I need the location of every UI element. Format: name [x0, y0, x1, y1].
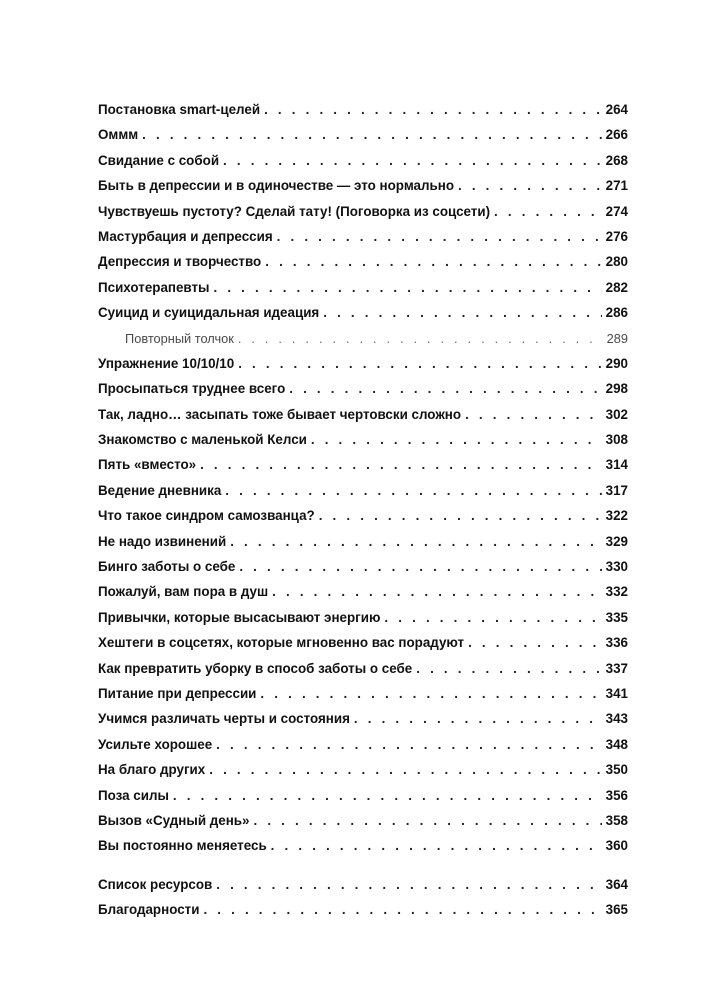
- toc-entry-title: Питание при депрессии: [98, 685, 257, 701]
- dot-leader: [173, 783, 602, 808]
- toc-entry-title: Список ресурсов: [98, 876, 213, 892]
- toc-entry[interactable]: [98, 199, 628, 224]
- toc-entry-title: Пожалуй, вам пора в душ: [98, 584, 269, 600]
- dot-leader: [200, 452, 602, 477]
- toc-entry-page: 341: [605, 685, 628, 701]
- toc-entry-title: Учимся различать черты и состояния: [98, 711, 350, 727]
- toc-entry-title: Как превратить уборку в способ заботы о себе: [98, 660, 413, 676]
- toc-entry-title: Мастурбация и депрессия: [98, 228, 273, 244]
- dot-leader: [289, 376, 601, 401]
- toc-entry-page: 302: [605, 406, 628, 422]
- toc-entry-page: 286: [605, 305, 628, 321]
- dot-leader: [311, 427, 602, 452]
- toc-entry-page: 358: [605, 812, 628, 828]
- toc-entry-title: Депрессия и творчество: [98, 254, 262, 270]
- toc-entry-title: Поза силы: [98, 787, 169, 803]
- toc-entry[interactable]: [98, 732, 628, 757]
- toc-entry-title: Вы постоянно меняетесь: [98, 838, 267, 854]
- dot-leader: [239, 554, 601, 579]
- toc-entry-title: Так, ладно… засыпать тоже бывает чертовски сложно: [98, 406, 462, 422]
- toc-entry[interactable]: [98, 579, 628, 604]
- dot-leader: [384, 605, 601, 630]
- toc-entry[interactable]: [98, 529, 628, 554]
- toc-entry-page: 332: [605, 584, 628, 600]
- toc-entry-page: 266: [605, 127, 628, 143]
- toc-entry-page: 280: [605, 254, 628, 270]
- toc-entry-title: Благодарности: [98, 902, 200, 918]
- toc-entry[interactable]: [98, 656, 628, 681]
- dot-leader: [230, 529, 601, 554]
- toc-entry-page: 360: [605, 838, 628, 854]
- toc-entry[interactable]: [98, 275, 628, 300]
- toc-subentry[interactable]: [98, 326, 628, 351]
- toc-entry-page: 336: [605, 635, 628, 651]
- toc-entry-page: 298: [605, 381, 628, 397]
- toc-entry[interactable]: [98, 249, 628, 274]
- toc-entry[interactable]: [98, 452, 628, 477]
- toc-entry-page: 335: [605, 609, 628, 625]
- toc-entry-page: 308: [605, 432, 628, 448]
- dot-leader: [271, 833, 602, 858]
- toc-entry[interactable]: [98, 402, 628, 427]
- toc-entry-title: Усильте хорошее: [98, 736, 213, 752]
- toc-entry[interactable]: [98, 706, 628, 731]
- dot-leader: [264, 97, 602, 122]
- toc-entry[interactable]: [98, 224, 628, 249]
- toc-entry-title: Повторный толчок: [125, 330, 234, 346]
- dot-leader: [223, 148, 602, 173]
- toc-entry-page: 337: [605, 660, 628, 676]
- toc-entry-page: 264: [605, 102, 628, 117]
- toc-entry[interactable]: [98, 427, 628, 452]
- toc-entry[interactable]: [98, 605, 628, 630]
- toc-entry-page: 274: [605, 203, 628, 219]
- toc-entry-title: Ведение дневника: [98, 482, 222, 498]
- toc-entry[interactable]: [98, 97, 628, 122]
- dot-leader: [209, 757, 601, 782]
- dot-leader: [277, 224, 602, 249]
- toc-entry-page: 282: [605, 279, 628, 295]
- toc-entry-page: 343: [605, 711, 628, 727]
- dot-leader: [468, 630, 602, 655]
- toc-entry-title: Свидание с собой: [98, 152, 220, 168]
- toc-entry-title: Упражнение 10/10/10: [98, 355, 235, 371]
- toc-entry[interactable]: [98, 554, 628, 579]
- dot-leader: [494, 199, 602, 224]
- toc-entry-page: 356: [605, 787, 628, 803]
- toc-entry-page: 268: [605, 152, 628, 168]
- toc-entry-page: 314: [605, 457, 628, 473]
- toc-entry-title: Не надо извинений: [98, 533, 227, 549]
- dot-leader: [416, 656, 601, 681]
- toc-entry-title: Вызов «Судный день»: [98, 812, 250, 828]
- dot-leader: [458, 173, 602, 198]
- toc-entry-page: 365: [605, 902, 628, 918]
- toc-entry-title: Бинго заботы о себе: [98, 559, 236, 575]
- dot-leader: [323, 300, 601, 325]
- toc-entry-title: Привычки, которые высасывают энергию: [98, 609, 381, 625]
- toc-entry-page: 276: [605, 228, 628, 244]
- dot-leader: [213, 275, 601, 300]
- toc-entry-page: 350: [605, 762, 628, 778]
- dot-leader: [142, 122, 602, 147]
- dot-leader: [216, 732, 601, 757]
- toc-entry-title: Просыпаться труднее всего: [98, 381, 286, 397]
- toc-entry-title: Психотерапевты: [98, 279, 210, 295]
- dot-leader: [203, 897, 601, 922]
- dot-leader: [216, 872, 601, 897]
- dot-leader: [272, 579, 602, 604]
- toc-entry-title: Что такое синдром самозванца?: [98, 508, 315, 524]
- toc-entry[interactable]: [98, 833, 628, 858]
- dot-leader: [319, 503, 602, 528]
- toc-entry-title: Чувствуешь пустоту? Сделай тату! (Поговорка из соцсети): [98, 203, 491, 219]
- toc-entry-title: На благо других: [98, 762, 206, 778]
- toc-entry-acknowledgements[interactable]: [98, 897, 628, 922]
- dot-leader: [238, 351, 601, 376]
- toc-entry-page: 289: [606, 330, 628, 346]
- toc-entry-page: 329: [605, 533, 628, 549]
- toc-entry[interactable]: [98, 681, 628, 706]
- toc-entry-resources[interactable]: [98, 872, 628, 897]
- toc-entry[interactable]: [98, 122, 628, 147]
- dot-leader: [253, 808, 601, 833]
- toc-entry-page: 348: [605, 736, 628, 752]
- dot-leader: [225, 478, 601, 503]
- section-gap: [98, 859, 628, 872]
- toc-entry-page: 317: [605, 482, 628, 498]
- toc-entry-title: Оммм: [98, 127, 139, 143]
- toc-entry-title: Постановка smart-целей: [98, 102, 261, 117]
- toc-entry[interactable]: [98, 148, 628, 173]
- toc-entry[interactable]: [98, 478, 628, 503]
- toc-entry-title: Хештеги в соцсетях, которые мгновенно вас порадуют: [98, 635, 465, 651]
- toc-entry[interactable]: [98, 808, 628, 833]
- toc-entry[interactable]: [98, 630, 628, 655]
- toc-entry-title: Суицид и суицидальная идеация: [98, 305, 320, 321]
- dot-leader: [260, 681, 601, 706]
- table-of-contents: [98, 97, 628, 923]
- toc-entry-page: 364: [605, 876, 628, 892]
- toc-entry-title: Знакомство с маленькой Келси: [98, 432, 307, 448]
- toc-entry-page: 271: [605, 178, 628, 194]
- toc-entry[interactable]: [98, 173, 628, 198]
- toc-entry[interactable]: [98, 757, 628, 782]
- dot-leader: [354, 706, 602, 731]
- toc-entry[interactable]: [98, 376, 628, 401]
- dot-leader: [238, 326, 603, 351]
- toc-entry-title: Быть в депрессии и в одиночестве — это нормально: [98, 178, 454, 194]
- dot-leader: [265, 249, 601, 274]
- dot-leader: [465, 402, 602, 427]
- toc-entry-page: 330: [605, 559, 628, 575]
- toc-entry-page: 322: [605, 508, 628, 524]
- toc-entry[interactable]: [98, 503, 628, 528]
- toc-entry-title: Пять «вместо»: [98, 457, 197, 473]
- toc-entry[interactable]: [98, 300, 628, 325]
- toc-entry[interactable]: [98, 351, 628, 376]
- toc-entry-page: 290: [605, 355, 628, 371]
- toc-entry[interactable]: [98, 783, 628, 808]
